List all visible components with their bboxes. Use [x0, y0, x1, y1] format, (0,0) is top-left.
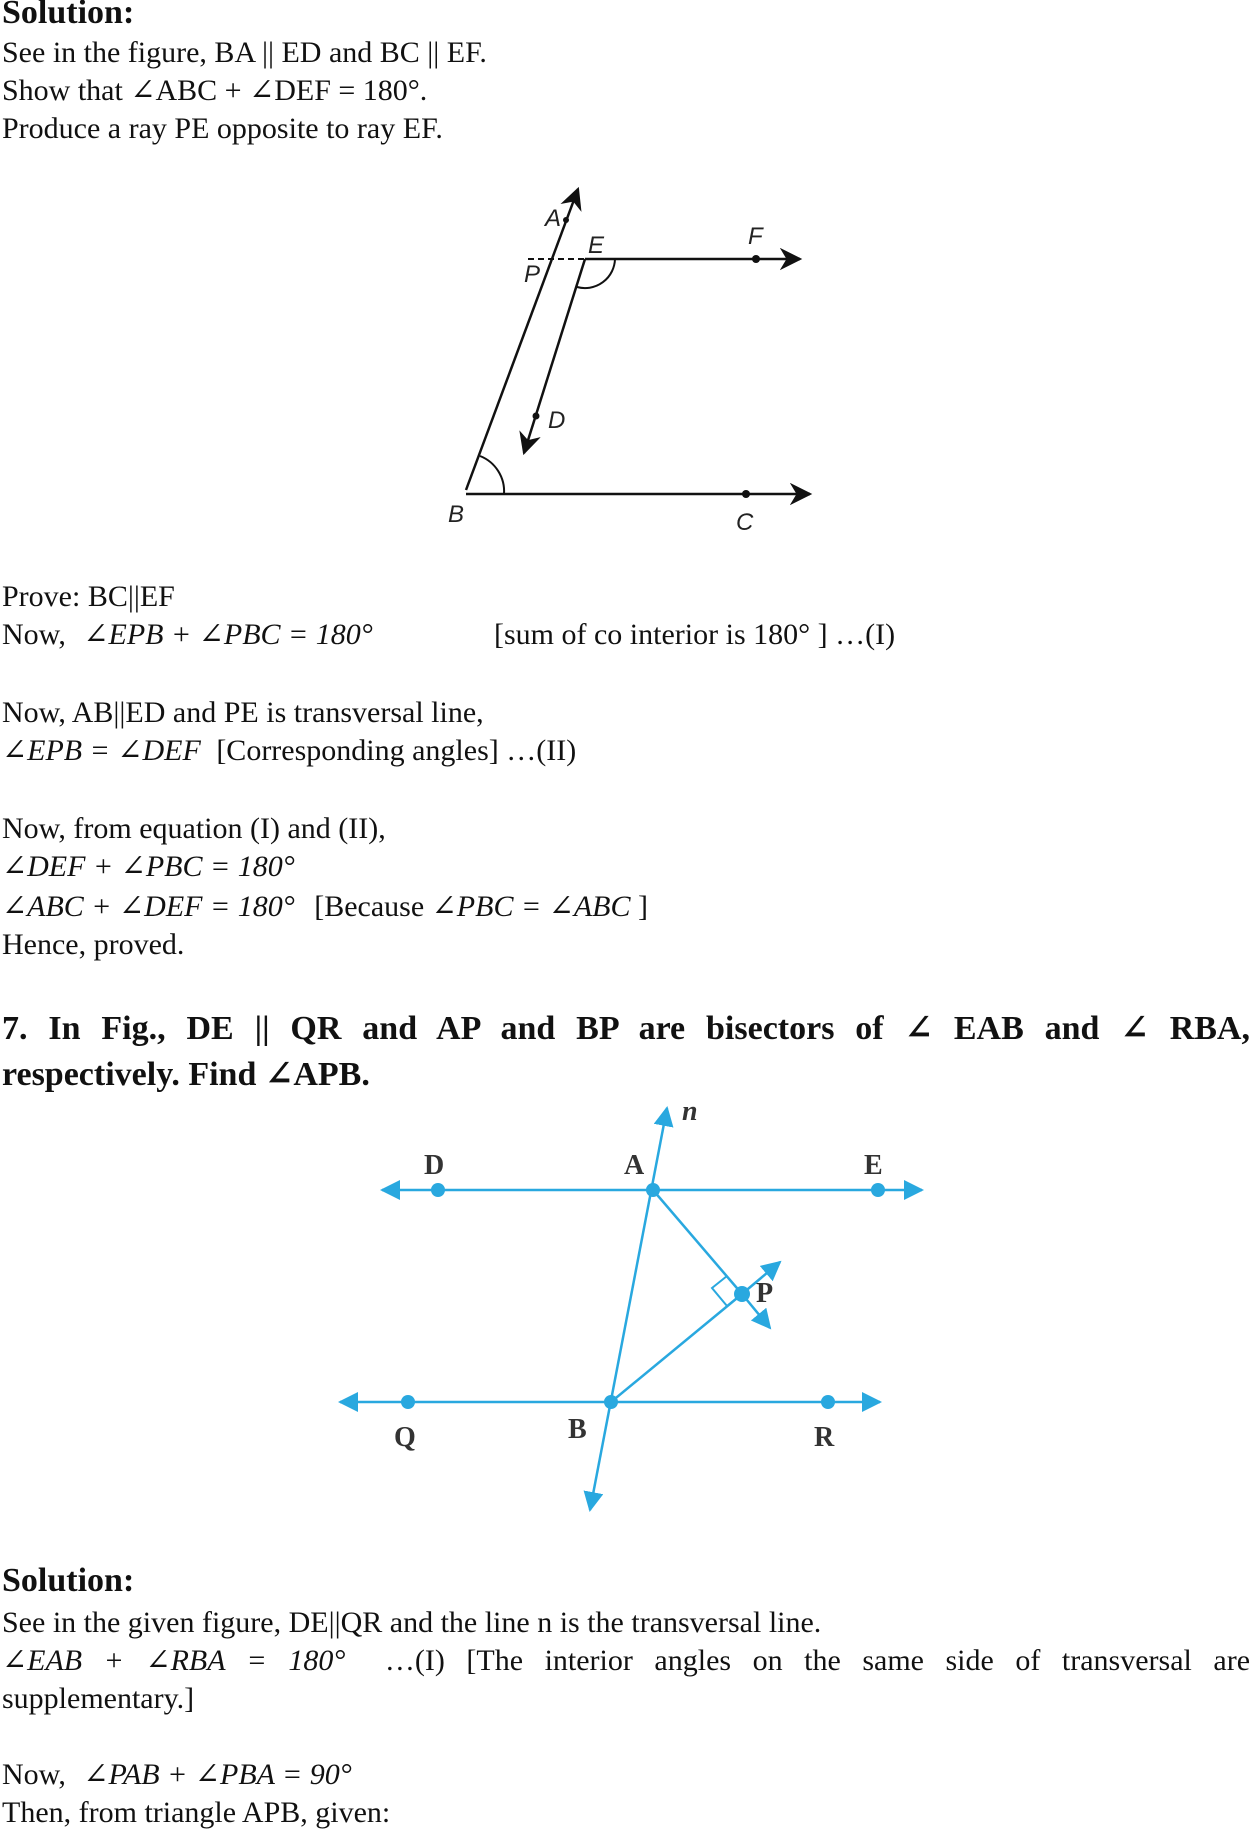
proof-line-3 [2, 732, 576, 770]
point-c [742, 490, 750, 498]
reason-i: [sum of co interior is 180° ] …(I) [494, 618, 896, 651]
label-b: B [568, 1414, 587, 1445]
point-p [734, 1286, 750, 1302]
bisector-ap [653, 1190, 742, 1294]
reason-close: ] [638, 890, 649, 923]
point-b [604, 1395, 618, 1409]
proof-line-2: Now, AB||ED and PE is transversal line, [2, 696, 484, 729]
label-b: B [448, 501, 465, 528]
point-f [752, 255, 760, 263]
hence-proved: Hence, proved. [2, 928, 185, 961]
solution2-line-2-rest: …(I) [The interior angles on the same side of transversal are [384, 1644, 1251, 1677]
statement-line-1: See in the figure, BA || ED and BC || EF. [2, 36, 487, 69]
bisector-bp [611, 1294, 742, 1402]
question-7-line-1: 7. In Fig., DE || QR and AP and BP are bisectors of ∠ EAB and ∠ RBA, [2, 1010, 1250, 1047]
solution-heading-2: Solution: [2, 1562, 135, 1599]
proof-line-6 [2, 888, 648, 926]
reason-because-eq: ∠PBC = ∠ABC [431, 890, 631, 923]
proof-line-5: ∠DEF + ∠PBC = 180° [2, 850, 295, 883]
figure-1-parallel-rays [420, 180, 840, 540]
label-a: A [624, 1150, 645, 1181]
label-p: P [756, 1278, 774, 1309]
label-q: Q [394, 1422, 416, 1453]
point-q [401, 1395, 415, 1409]
now-prefix: Now, [2, 618, 66, 651]
proof-line-4: Now, from equation (I) and (II), [2, 812, 386, 845]
label-a: A [545, 205, 562, 232]
angle-arc-b [480, 456, 504, 494]
label-e: E [864, 1150, 883, 1181]
label-p: P [524, 261, 541, 288]
label-c: C [736, 509, 754, 536]
point-a [563, 217, 569, 223]
solution2-line-2 [2, 1642, 1250, 1680]
point-d [533, 413, 540, 420]
statement-line-3: Produce a ray PE opposite to ray EF. [2, 112, 443, 145]
ray-ba [466, 189, 578, 490]
equation-s2-i: ∠EAB + ∠RBA = 180° [2, 1644, 346, 1677]
point-d [431, 1183, 445, 1197]
solution2-line-4 [2, 1756, 352, 1794]
now-prefix-2: Now, [2, 1758, 66, 1791]
equation-i: ∠EPB + ∠PBC = 180° [83, 618, 373, 651]
figure-2-bisectors [330, 1098, 930, 1518]
label-d: D [424, 1150, 445, 1181]
proof-line-1 [2, 616, 896, 654]
question-7-line-2: respectively. Find ∠APB. [2, 1056, 370, 1093]
label-n: n [682, 1098, 698, 1127]
label-f: F [748, 223, 763, 250]
solution2-line-5: Then, from triangle APB, given: [2, 1796, 391, 1829]
point-a [646, 1183, 660, 1197]
reason-ii: [Corresponding angles] …(II) [216, 734, 577, 767]
equation-ii: ∠EPB = ∠DEF [2, 734, 201, 767]
prove-line: Prove: BC||EF [2, 580, 175, 613]
reason-because: [Because [314, 890, 425, 923]
label-r: R [814, 1422, 835, 1453]
equation-final: ∠ABC + ∠DEF = 180° [2, 890, 295, 923]
statement-line-2: Show that ∠ABC + ∠DEF = 180°. [2, 74, 428, 107]
label-d: D [548, 407, 566, 434]
solution-heading-1: Solution: [2, 0, 135, 31]
equation-s2-ii: ∠PAB + ∠PBA = 90° [83, 1758, 352, 1791]
solution2-line-3: supplementary.] [2, 1682, 195, 1715]
label-e: E [588, 232, 605, 259]
point-e [871, 1183, 885, 1197]
point-r [821, 1395, 835, 1409]
solution2-line-1: See in the given figure, DE||QR and the line n is the transversal line. [2, 1606, 822, 1639]
